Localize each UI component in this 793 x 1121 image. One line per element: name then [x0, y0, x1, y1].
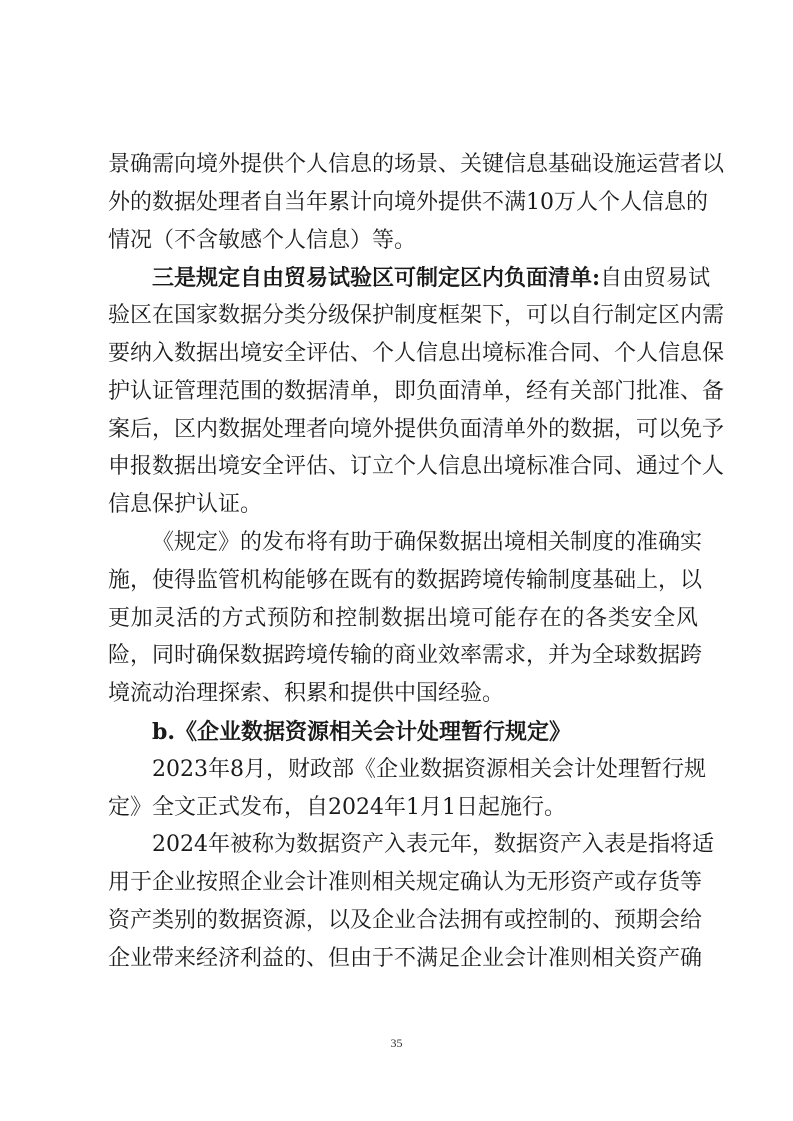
text-line: 护认证管理范围的数据清单，即负面清单，经有关部门批准、备: [108, 379, 725, 404]
text-line: 资产类别的数据资源，以及企业合法拥有或控制的、预期会给: [108, 908, 703, 933]
text-line: 定》全文正式发布，自2024年1月1日起施行。: [108, 795, 566, 820]
text-line: 外的数据处理者自当年累计向境外提供不满10万人个人信息的: [108, 190, 708, 215]
text-line: 施，使得监管机构能够在既有的数据跨境传输制度基础上，以: [108, 568, 703, 593]
text-line: 《规定》的发布将有助于确保数据出境相关制度的准确实: [152, 530, 703, 555]
text-line: 景确需向境外提供个人信息的场景、关键信息基础设施运营者以: [108, 152, 725, 177]
text-line: 险，同时确保数据跨境传输的商业效率需求，并为全球数据跨: [108, 643, 703, 668]
text-line: 情况（不含敏感个人信息）等。: [108, 228, 417, 253]
text-line: 验区在国家数据分类分级保护制度框架下，可以自行制定区内需: [108, 303, 725, 328]
text-line: 更加灵活的方式预防和控制数据出境可能存在的各类安全风: [108, 606, 698, 631]
paragraph-heading-line: [152, 258, 711, 298]
text-line: 要纳入数据出境安全评估、个人信息出境标准合同、个人信息保: [108, 341, 725, 366]
text-line: 用于企业按照企业会计准则相关规定确认为无形资产或存货等: [108, 870, 703, 895]
text-line: 信息保护认证。: [108, 492, 263, 517]
heading-continuation: 自由贸易试: [600, 266, 711, 291]
text-line: 案后，区内数据处理者向境外提供负面清单外的数据，可以免予: [108, 417, 725, 442]
bold-heading: 三是规定自由贸易试验区可制定区内负面清单:: [152, 265, 601, 291]
text-line: 2023年8月，财政部《企业数据资源相关会计处理暂行规: [152, 757, 706, 782]
text-line: 境流动治理探索、积累和提供中国经验。: [108, 681, 505, 706]
text-line: 申报数据出境安全评估、订立个人信息出境标准合同、通过个人: [108, 454, 725, 479]
text-line: 2024年被称为数据资产入表元年，数据资产入表是指将适: [152, 832, 714, 857]
section-heading: b.《企业数据资源相关会计处理暂行规定》: [152, 719, 572, 745]
page-number: 35: [390, 1036, 403, 1050]
text-line: 企业带来经济利益的、但由于不满足企业会计准则相关资产确: [108, 946, 703, 971]
